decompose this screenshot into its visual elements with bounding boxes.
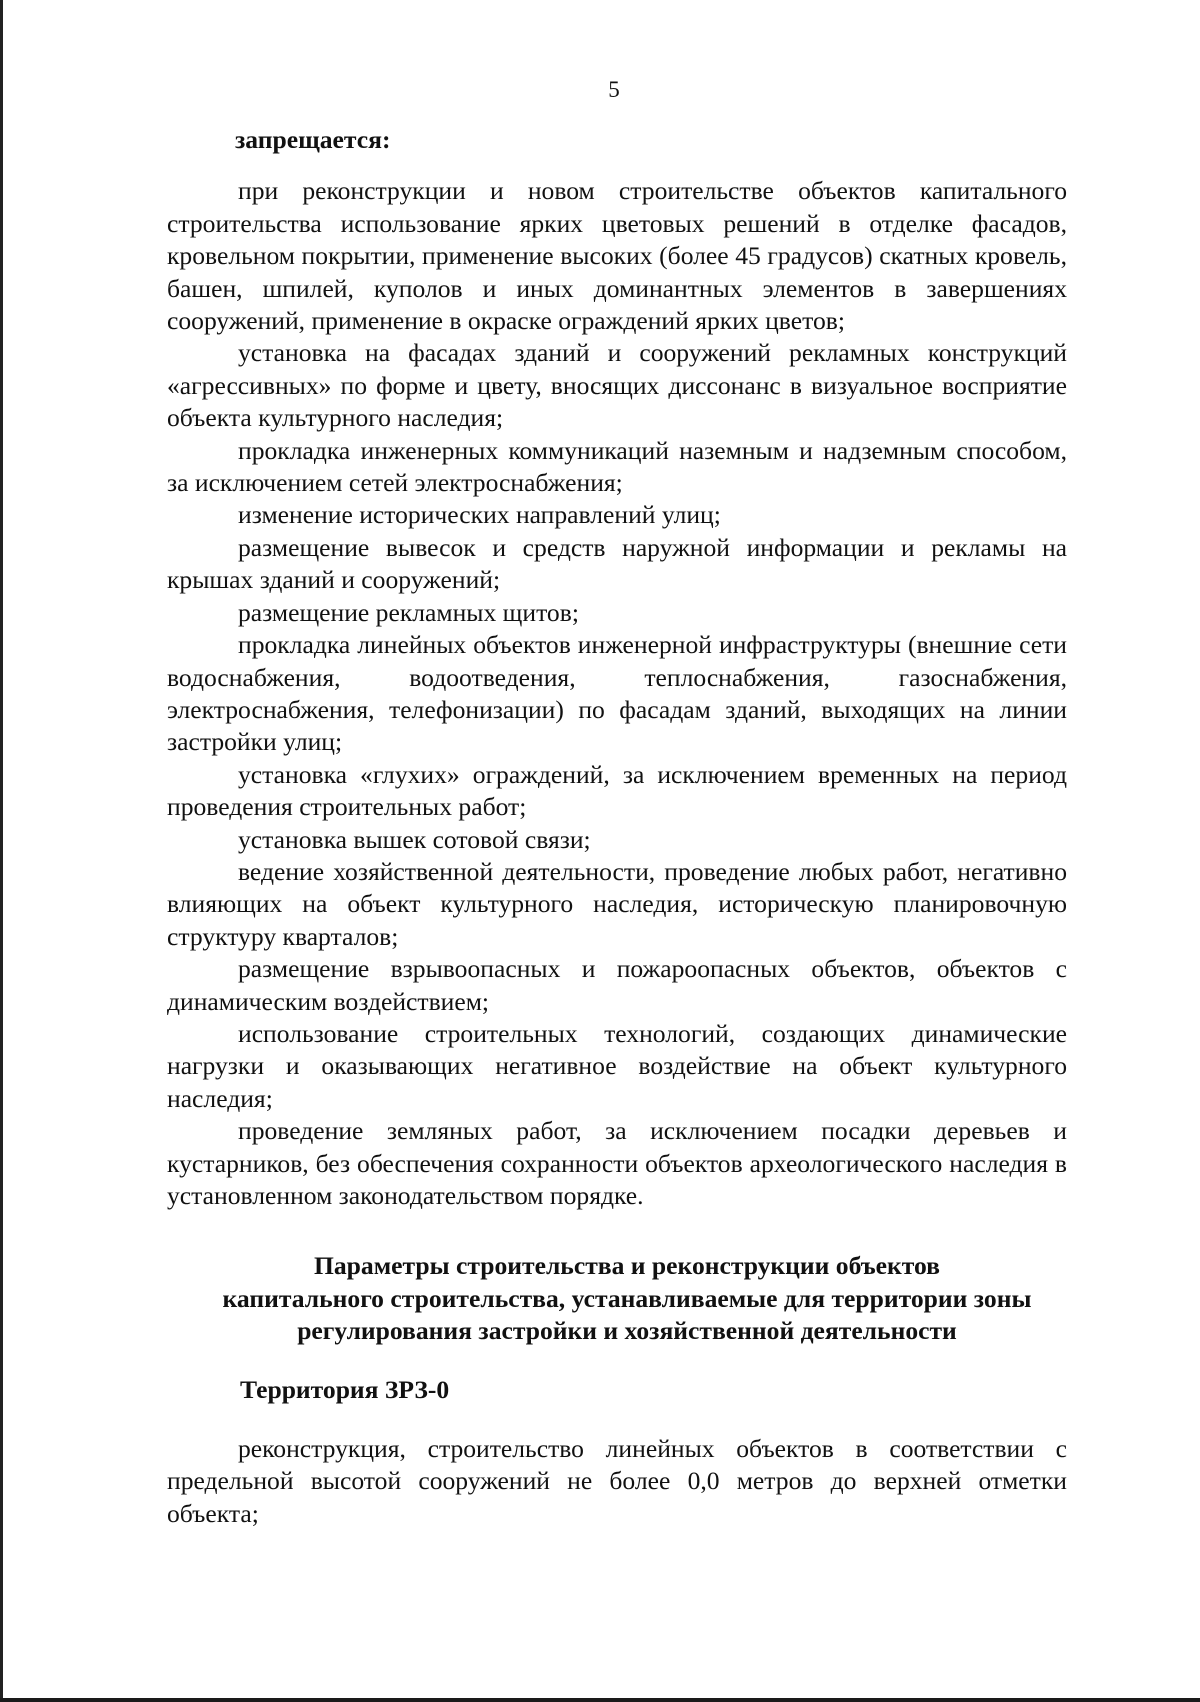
page-number: 5	[608, 77, 620, 102]
prohibition-item: размещение взрывоопасных и пожароопасных объектов, объектов с динамическим воздействием;	[167, 954, 1067, 1016]
prohibition-item: проведение земляных работ, за исключением посадки деревьев и кустарников, без обеспечения сохранности объектов археологического наследия в установленном законодательством порядке.	[167, 1116, 1067, 1210]
section-title-line: регулирования застройки и хозяйственной деятельности	[297, 1316, 957, 1346]
prohibition-item: использование строительных технологий, создающих динамические нагрузки и оказывающих негативное воздействие на объект культурного наследия;	[167, 1018, 1067, 1113]
prohibition-item: ведение хозяйственной деятельности, проведение любых работ, негативно влияющих на объект культурного наследия, историческую планировочную структуру кварталов;	[167, 856, 1067, 951]
prohibition-item: при реконструкции и новом строительстве объектов капитального строительства использование ярких цветовых решений в отделке фасадов, кровельном покрытии, применение высоких (более 45 градусов) скатных кровель, башен, шпилей, куполов и иных доминантных элементов в завершениях сооружений, применение в окраске ограждений ярких цветов;	[167, 176, 1067, 336]
territory-heading: Территория ЗРЗ-0	[240, 1374, 450, 1404]
section-title-line: капитального строительства, устанавливаемые для территории зоны	[222, 1283, 1032, 1313]
prohibitions-list	[167, 175, 1067, 1212]
prohibition-item: размещение рекламных щитов;	[238, 597, 579, 627]
intro-heading: запрещается:	[235, 125, 391, 154]
document-body	[167, 120, 1067, 1530]
prohibition-item: установка вышек сотовой связи;	[238, 824, 591, 854]
prohibition-item: изменение исторических направлений улиц;	[238, 500, 721, 530]
prohibition-item: прокладка линейных объектов инженерной инфраструктуры (внешние сети водоснабжения, водоотведения, теплоснабжения, газоснабжения, электроснабжения, телефонизации) по фасадам зданий, выходящих на линии застройки улиц;	[167, 630, 1067, 757]
territory-paragraph: реконструкция, строительство линейных объектов в соответствии с предельной высотой сооружений не более 0,0 метров до верхней отметки объекта;	[167, 1434, 1067, 1528]
section-title	[167, 1250, 1067, 1347]
section-title-line: Параметры строительства и реконструкции объектов	[313, 1251, 941, 1281]
prohibition-item: прокладка инженерных коммуникаций наземным и надземным способом, за исключением сетей электроснабжения;	[167, 435, 1067, 498]
prohibition-item: установка на фасадах зданий и сооружений рекламных конструкций «агрессивных» по форме и цвету, вносящих диссонанс в визуальное восприятие объекта культурного наследия;	[167, 338, 1067, 433]
page-left-edge	[0, 0, 3, 1702]
prohibition-item: установка «глухих» ограждений, за исключением временных на период проведения строительных работ;	[167, 759, 1067, 822]
prohibition-item: размещение вывесок и средств наружной информации и рекламы на крышах зданий и сооружений;	[167, 532, 1067, 595]
page-bottom-edge	[0, 1698, 1200, 1702]
